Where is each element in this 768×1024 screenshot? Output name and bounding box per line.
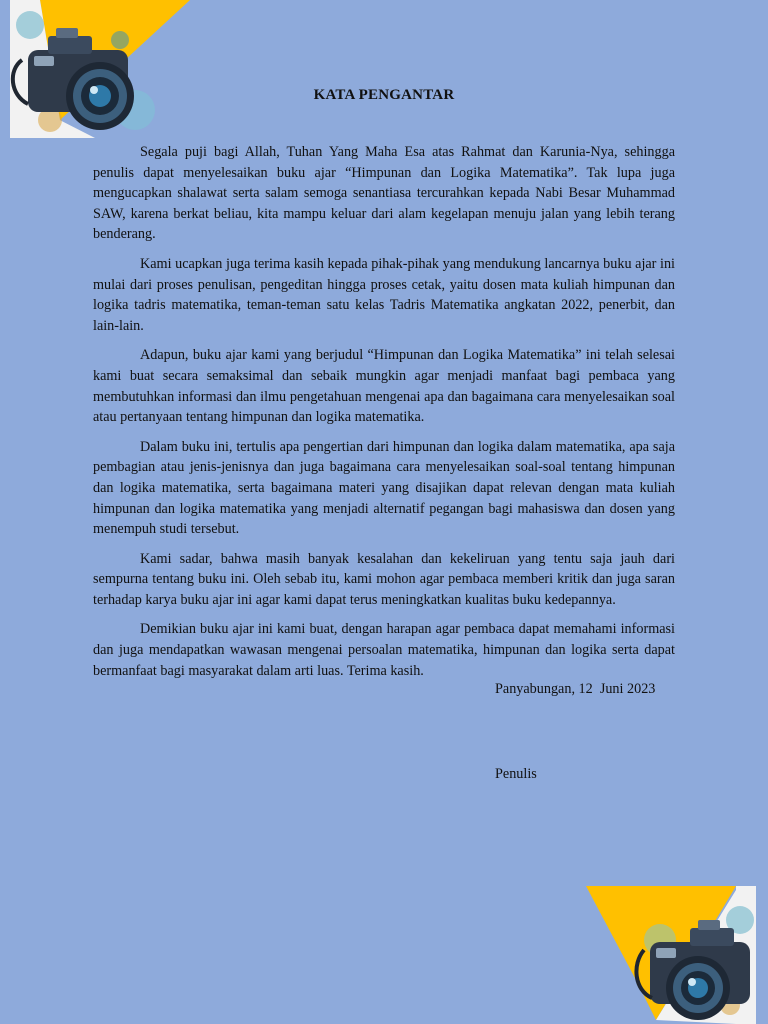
place-date: Panyabungan, 12 Juni 2023 xyxy=(495,681,656,697)
paragraph: Kami ucapkan juga terima kasih kepada pihak-pihak yang mendukung lancarnya buku ajar ini mulai dari proses penulisan, pengeditan hingga proses cetak, yaitu dosen mata kuliah himpunan dan logika tadris matematika, teman-teman satu kelas Tadris Matematika angkatan 2022, penerbit, dan lain-lain. xyxy=(93,255,675,334)
paragraph: Kami sadar, bahwa masih banyak kesalahan dan kekeliruan yang tentu saja jauh dari sempurna tentang buku ini. Oleh sebab itu, kami mohon agar pembaca memberi kritik dan juga saran terhadap karya buku ajar ini agar kami dapat terus meningkatkan kualitas buku kedepannya. xyxy=(93,550,675,608)
page-title: KATA PENGANTAR xyxy=(313,87,455,103)
document-body xyxy=(93,142,675,690)
corner-decoration-bottom-right xyxy=(580,880,768,1024)
paragraph: Demikian buku ajar ini kami buat, dengan harapan agar pembaca dapat memahami informasi dan juga mendapatkan wawasan mengenai persoalan matematika, himpunan dan logika serta dapat bermanfaat bagi masyarakat dalam arti luas. Terima kasih. xyxy=(93,621,675,679)
camera-illustration-icon xyxy=(0,0,200,150)
paragraph: Adapun, buku ajar kami yang berjudul “Himpunan dan Logika Matematika” ini telah selesai kami buat secara semaksimal dan sebaik mungkin agar menjadi manfaat bagi pembaca yang membutuhkan informasi dan ilmu pengetahuan mengenai apa dan bagaimana cara menyelesaikan soal atau pertanyaan tentang himpunan dan logika matematika. xyxy=(93,347,675,426)
camera-illustration-icon xyxy=(580,880,768,1024)
paragraph: Segala puji bagi Allah, Tuhan Yang Maha Esa atas Rahmat dan Karunia-Nya, sehingga penulis dapat menyelesaikan buku ajar “Himpunan dan Logika Matematika”. Tak lupa juga mengucapkan shalawat serta salam semoga senantiasa tercurahkan kepada Nabi Besar Muhammad SAW, karena berkat beliau, kita mampu keluar dari alam kegelapan menuju jalan yang lebih terang benderang. xyxy=(93,144,675,243)
paragraph: Dalam buku ini, tertulis apa pengertian dari himpunan dan logika dalam matematika, apa saja pembagian atau jenis-jenisnya dan juga bagaimana cara menyelesaikan soal-soal tentang himpunan dan logika matematika, serta bagaimana materi yang disajikan dapat relevan dengan mata kuliah himpunan dan logika matematika yang menjadi alternatif pegangan bagi mahasiswa dan dosen yang menempuh studi tersebut. xyxy=(93,438,675,538)
corner-decoration-top-left xyxy=(0,0,200,150)
author-signature: Penulis xyxy=(495,766,537,782)
